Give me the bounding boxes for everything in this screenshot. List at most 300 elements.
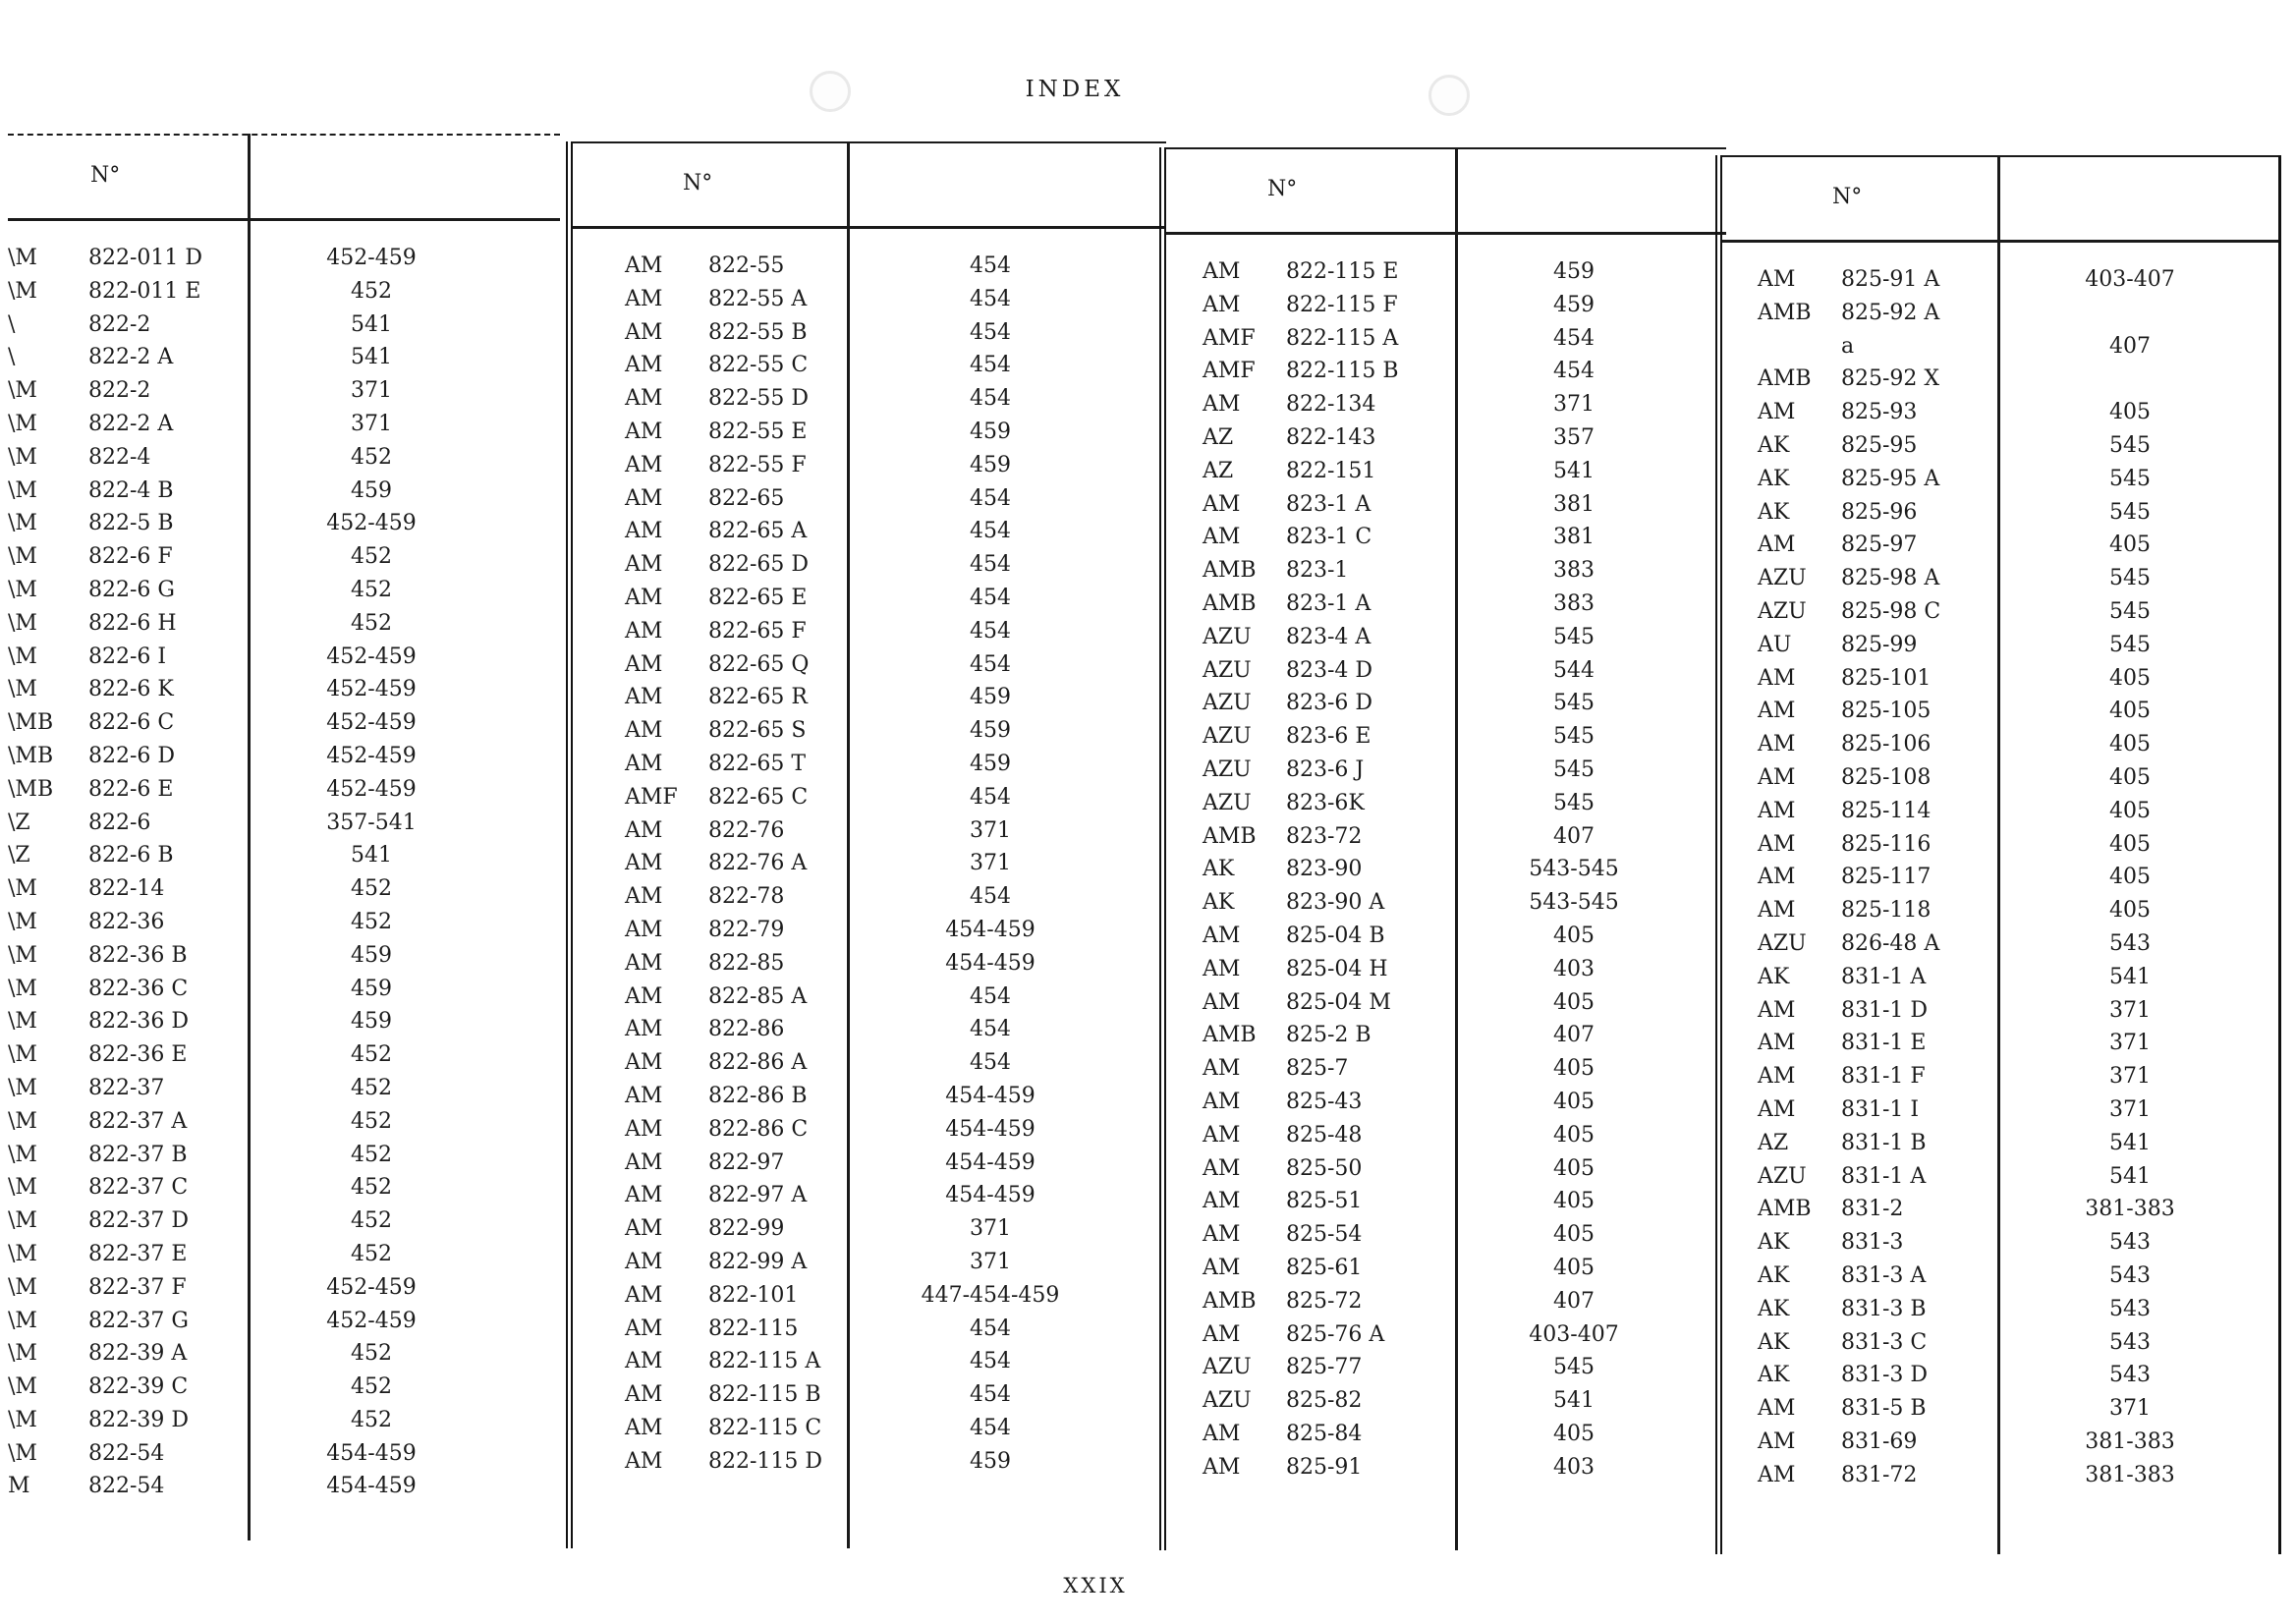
page-title: INDEX xyxy=(1025,77,1125,102)
entry-prefix: AU xyxy=(1758,632,1792,657)
index-entry xyxy=(573,353,1166,386)
entry-number: 822-99 A xyxy=(708,1249,808,1274)
entry-prefix: AM xyxy=(1203,1056,1241,1082)
entry-number: 822-36 E xyxy=(88,1042,188,1068)
entry-number: 822-115 F xyxy=(1286,292,1398,317)
index-entry xyxy=(8,544,560,578)
entry-pages: 454 xyxy=(970,585,1011,610)
entry-pages: 403-407 xyxy=(1529,1321,1619,1347)
entry-pages: 357-541 xyxy=(326,810,417,835)
entry-prefix: AZU xyxy=(1203,691,1252,716)
entry-list xyxy=(573,253,1166,1482)
entry-number: 825-98 A xyxy=(1841,566,1940,591)
entry-number: 825-95 A xyxy=(1841,466,1940,491)
entry-number: 822-37 xyxy=(88,1075,165,1100)
entry-number: 831-69 xyxy=(1841,1428,1918,1454)
entry-number: 822-85 A xyxy=(708,983,808,1009)
entry-number: 823-1 xyxy=(1286,558,1349,584)
entry-pages: 381-383 xyxy=(2085,1197,2175,1222)
index-entry xyxy=(8,1208,560,1242)
entry-number: 822-6 D xyxy=(88,743,176,768)
entry-pages: 381-383 xyxy=(2085,1428,2175,1454)
index-entry xyxy=(1722,1197,2278,1230)
entry-number: 822-37 A xyxy=(88,1108,188,1134)
index-entry xyxy=(1166,957,1726,990)
index-entry xyxy=(573,1349,1166,1382)
entry-number: 825-99 xyxy=(1841,632,1918,657)
entry-prefix: \M xyxy=(8,909,37,934)
entry-prefix: AM xyxy=(1203,491,1241,517)
index-entry xyxy=(573,586,1166,619)
index-entry xyxy=(573,287,1166,320)
index-entry xyxy=(573,1050,1166,1084)
number-column-header: N° xyxy=(683,171,713,196)
index-entry xyxy=(8,811,560,844)
index-entry xyxy=(573,984,1166,1018)
entry-number: 826-48 A xyxy=(1841,930,1940,956)
entry-prefix: AM xyxy=(625,618,663,644)
entry-prefix: AM xyxy=(1758,400,1796,425)
index-entry xyxy=(1722,1230,2278,1263)
entry-prefix: AK xyxy=(1758,1262,1790,1288)
entry-pages: 454 xyxy=(970,253,1011,278)
entry-prefix: AM xyxy=(1758,831,1796,857)
entry-prefix: AK xyxy=(1203,857,1235,882)
index-entry xyxy=(1166,1189,1726,1222)
index-entry xyxy=(1166,558,1726,591)
entry-prefix: \MB xyxy=(8,710,54,736)
entry-pages: 405 xyxy=(1553,1189,1595,1214)
entry-prefix: \M xyxy=(8,976,37,1001)
entry-prefix: AMB xyxy=(1758,300,1812,325)
entry-prefix: AMB xyxy=(1203,1288,1257,1314)
entry-pages: 452-459 xyxy=(326,677,417,702)
index-entry xyxy=(8,1242,560,1275)
entry-prefix: AM xyxy=(1758,1031,1796,1056)
index-entry xyxy=(1166,293,1726,326)
entry-prefix: AM xyxy=(1758,898,1796,924)
entry-pages: 381 xyxy=(1553,491,1595,517)
entry-pages: 407 xyxy=(2109,333,2151,359)
entry-pages: 452 xyxy=(351,1175,392,1201)
entry-number: 822-6 F xyxy=(88,544,173,570)
index-entry xyxy=(573,685,1166,718)
index-entry xyxy=(1166,1123,1726,1156)
entry-pages: 407 xyxy=(1553,1023,1595,1048)
entry-prefix: AM xyxy=(1758,764,1796,790)
entry-number: 822-65 C xyxy=(708,784,809,810)
entry-prefix: AM xyxy=(625,1149,663,1175)
index-entry xyxy=(8,744,560,777)
entry-prefix: AM xyxy=(1203,1421,1241,1446)
entry-number: 825-98 C xyxy=(1841,598,1941,624)
index-entry xyxy=(8,644,560,678)
entry-pages: 452-459 xyxy=(326,246,417,270)
entry-prefix: AM xyxy=(1758,532,1796,558)
index-entry xyxy=(573,453,1166,486)
index-entry xyxy=(573,1382,1166,1416)
entry-pages: 452 xyxy=(351,1374,392,1400)
entry-prefix: \M xyxy=(8,444,37,470)
entry-pages: 403-407 xyxy=(2085,267,2175,292)
entry-number: 825-72 xyxy=(1286,1288,1363,1314)
entry-pages: 452-459 xyxy=(326,644,417,669)
entry-number: 822-76 A xyxy=(708,851,808,876)
entry-number: 822-115 B xyxy=(1286,359,1399,384)
entry-prefix: AM xyxy=(1758,1428,1796,1454)
index-entry xyxy=(1722,965,2278,998)
index-entry xyxy=(1722,267,2278,301)
entry-number: 822-85 xyxy=(708,950,785,976)
entry-prefix: AM xyxy=(1758,1396,1796,1422)
index-entry xyxy=(1722,500,2278,533)
entry-pages: 454-459 xyxy=(326,1440,417,1466)
entry-prefix: \M xyxy=(8,1440,37,1466)
index-entry xyxy=(573,486,1166,520)
index-entry xyxy=(573,1150,1166,1184)
index-entry xyxy=(1722,865,2278,898)
entry-number: 822-65 D xyxy=(708,552,810,578)
index-entry xyxy=(573,1216,1166,1250)
entry-prefix: AM xyxy=(625,983,663,1009)
entry-number: 823-72 xyxy=(1286,823,1363,849)
index-entry xyxy=(8,977,560,1010)
entry-prefix: AMB xyxy=(1758,366,1812,392)
entry-pages: 452-459 xyxy=(326,776,417,802)
punch-hole-left xyxy=(810,71,851,112)
entry-pages: 541 xyxy=(2109,1163,2151,1189)
entry-pages: 383 xyxy=(1553,558,1595,584)
entry-number: 822-86 xyxy=(708,1017,785,1042)
entry-prefix: AM xyxy=(1203,292,1241,317)
entry-number: 825-43 xyxy=(1286,1089,1363,1114)
entry-pages: 459 xyxy=(970,718,1011,744)
entry-number: 822-115 D xyxy=(708,1448,823,1474)
entry-prefix: AM xyxy=(1758,665,1796,691)
entry-prefix: \M xyxy=(8,477,37,503)
index-entry xyxy=(1722,931,2278,965)
index-entry xyxy=(8,312,560,346)
entry-pages: 545 xyxy=(2109,499,2151,525)
entry-prefix: AZU xyxy=(1203,724,1252,750)
entry-prefix: AM xyxy=(625,1050,663,1076)
entry-number: 825-76 A xyxy=(1286,1321,1385,1347)
entry-number: 822-37 D xyxy=(88,1208,190,1234)
index-entry xyxy=(573,1250,1166,1283)
header-rule xyxy=(573,226,1166,229)
index-entry xyxy=(1722,599,2278,633)
entry-pages: 454 xyxy=(970,353,1011,378)
index-entry xyxy=(573,386,1166,420)
entry-pages: 454 xyxy=(970,784,1011,810)
punch-hole-right xyxy=(1428,75,1470,116)
index-entry xyxy=(8,611,560,644)
entry-number: 822-36 C xyxy=(88,976,189,1001)
entry-prefix: AZ xyxy=(1758,1130,1789,1155)
entry-number: 822-37 E xyxy=(88,1241,188,1266)
entry-number: 822-36 B xyxy=(88,942,188,968)
number-column-header: N° xyxy=(1267,177,1298,201)
entry-prefix: AZU xyxy=(1758,1163,1807,1189)
entry-number: 822-101 xyxy=(708,1282,799,1308)
index-entry xyxy=(573,951,1166,984)
index-entry xyxy=(1722,1297,2278,1330)
entry-prefix: AM xyxy=(625,817,663,843)
entry-number: 822-36 xyxy=(88,909,165,934)
index-entry xyxy=(573,1283,1166,1316)
index-entry xyxy=(573,652,1166,686)
entry-prefix: AK xyxy=(1758,1296,1790,1321)
entry-prefix: AK xyxy=(1758,1363,1790,1388)
index-entry xyxy=(1722,832,2278,866)
index-entry xyxy=(573,519,1166,552)
entry-list xyxy=(1166,259,1726,1487)
entry-prefix: \M xyxy=(8,1075,37,1100)
entry-number: 822-115 xyxy=(708,1316,799,1341)
entry-number: 831-3 B xyxy=(1841,1296,1927,1321)
entry-pages: 454-459 xyxy=(945,950,1036,976)
entry-pages: 452 xyxy=(351,1108,392,1134)
entry-number: 831-1 B xyxy=(1841,1130,1927,1155)
index-entry xyxy=(1166,1388,1726,1422)
index-entry xyxy=(1722,366,2278,400)
entry-prefix: AM xyxy=(625,751,663,776)
entry-number: 822-55 B xyxy=(708,319,808,345)
entry-pages: 407 xyxy=(1553,823,1595,849)
entry-prefix: AK xyxy=(1758,1230,1790,1256)
entry-pages: 371 xyxy=(1553,392,1595,418)
entry-pages: 452 xyxy=(351,1341,392,1367)
entry-number: 823-6 D xyxy=(1286,691,1373,716)
top-rule xyxy=(8,134,560,136)
entry-number: 823-6 J xyxy=(1286,756,1365,782)
index-entry xyxy=(8,843,560,876)
entry-pages: 405 xyxy=(1553,923,1595,948)
entry-prefix: AZ xyxy=(1203,458,1234,483)
index-entry xyxy=(573,718,1166,752)
index-entry xyxy=(1722,765,2278,799)
index-entry xyxy=(1166,1422,1726,1455)
entry-pages: 452-459 xyxy=(326,1308,417,1333)
entry-pages: 545 xyxy=(2109,632,2151,657)
entry-number: 822-2 A xyxy=(88,345,174,370)
entry-prefix: \M xyxy=(8,411,37,436)
index-entry xyxy=(1722,666,2278,700)
entry-number: 825-114 xyxy=(1841,798,1932,823)
entry-number: 822-143 xyxy=(1286,424,1376,450)
index-entry xyxy=(1166,1156,1726,1190)
index-entry xyxy=(8,1441,560,1475)
entry-number: 825-106 xyxy=(1841,732,1932,757)
entry-pages: 454 xyxy=(970,1415,1011,1440)
entry-pages: 545 xyxy=(2109,466,2151,491)
entry-number: 822-79 xyxy=(708,917,785,942)
index-entry xyxy=(8,1109,560,1143)
entry-number: 825-2 B xyxy=(1286,1023,1372,1048)
entry-number: 825-77 xyxy=(1286,1355,1363,1380)
entry-prefix: AZU xyxy=(1758,566,1807,591)
entry-pages: 405 xyxy=(2109,665,2151,691)
entry-prefix: \M xyxy=(8,1042,37,1068)
entry-prefix: \MB xyxy=(8,743,54,768)
entry-prefix: AM xyxy=(1758,798,1796,823)
entry-pages: 452-459 xyxy=(326,710,417,736)
entry-prefix: \M xyxy=(8,1142,37,1167)
index-entry xyxy=(8,943,560,977)
entry-pages: 381 xyxy=(1553,525,1595,550)
entry-pages: 545 xyxy=(1553,1355,1595,1380)
index-entry xyxy=(8,345,560,378)
index-entry xyxy=(1722,1263,2278,1297)
entry-pages: 454 xyxy=(1553,359,1595,384)
entry-number: 822-011 D xyxy=(88,246,203,270)
index-entry xyxy=(573,1316,1166,1350)
entry-number: 831-1 E xyxy=(1841,1031,1927,1056)
entry-pages: 545 xyxy=(1553,724,1595,750)
index-entry xyxy=(1722,1031,2278,1064)
index-entry xyxy=(573,918,1166,951)
entry-number: 831-3 xyxy=(1841,1230,1904,1256)
entry-prefix: \M xyxy=(8,544,37,570)
entry-number: 825-54 xyxy=(1286,1222,1363,1248)
top-rule xyxy=(1722,155,2278,157)
entry-number: 825-04 H xyxy=(1286,956,1388,981)
entry-prefix: AM xyxy=(625,386,663,412)
entry-number: 822-6 B xyxy=(88,843,174,868)
entry-prefix: AM xyxy=(625,1382,663,1408)
index-entry xyxy=(1166,791,1726,824)
entry-prefix: AM xyxy=(1203,923,1241,948)
entry-prefix: AMB xyxy=(1758,1197,1812,1222)
entry-number: 822-39 C xyxy=(88,1374,189,1400)
entry-prefix: AK xyxy=(1758,964,1790,989)
entry-number: 822-6 xyxy=(88,810,151,835)
entry-prefix: AM xyxy=(625,1116,663,1142)
entry-number: 822-86 A xyxy=(708,1050,808,1076)
index-entry xyxy=(573,1084,1166,1117)
entry-number: 822-151 xyxy=(1286,458,1376,483)
index-entry xyxy=(8,1474,560,1507)
entry-prefix: AZU xyxy=(1203,1388,1252,1414)
entry-number: 822-6 K xyxy=(88,677,174,702)
entry-prefix: AM xyxy=(625,685,663,710)
entry-prefix: \ xyxy=(8,345,16,370)
index-entry xyxy=(1722,1064,2278,1097)
entry-number: 823-90 xyxy=(1286,857,1363,882)
index-entry xyxy=(573,253,1166,287)
index-entry xyxy=(1166,990,1726,1024)
entry-prefix: AZU xyxy=(1758,930,1807,956)
entry-number: 823-6K xyxy=(1286,790,1365,815)
index-entry xyxy=(573,320,1166,354)
entry-number: 825-04 M xyxy=(1286,989,1391,1015)
entry-prefix: AM xyxy=(625,718,663,744)
entry-pages: 454 xyxy=(970,983,1011,1009)
entry-pages: 545 xyxy=(1553,790,1595,815)
entry-prefix: \Z xyxy=(8,810,30,835)
entry-prefix: AM xyxy=(625,419,663,444)
entry-pages: 405 xyxy=(2109,865,2151,890)
entry-pages: 357 xyxy=(1553,424,1595,450)
entry-prefix: AM xyxy=(1203,1155,1241,1181)
entry-pages: 371 xyxy=(351,411,392,436)
entry-number: 823-1 A xyxy=(1286,491,1372,517)
entry-number: 822-4 xyxy=(88,444,151,470)
entry-pages: 452 xyxy=(351,544,392,570)
index-entry xyxy=(8,1374,560,1408)
entry-number: 822-6 C xyxy=(88,710,175,736)
entry-pages: 459 xyxy=(970,685,1011,710)
entry-prefix: AZ xyxy=(1203,424,1234,450)
index-entry xyxy=(8,677,560,710)
entry-prefix: AM xyxy=(625,1017,663,1042)
entry-number: 825-101 xyxy=(1841,665,1932,691)
index-entry xyxy=(8,412,560,445)
index-entry xyxy=(1166,1056,1726,1090)
entry-number: 822-14 xyxy=(88,876,165,902)
entry-number: 822-65 S xyxy=(708,718,807,744)
entry-prefix: \M xyxy=(8,1175,37,1201)
entry-prefix: AM xyxy=(625,851,663,876)
entry-number: 822-54 xyxy=(88,1440,165,1466)
entry-pages: 454 xyxy=(970,618,1011,644)
entry-prefix: AM xyxy=(625,519,663,544)
entry-pages: 452 xyxy=(351,1075,392,1100)
entry-pages: 371 xyxy=(2109,1064,2151,1090)
index-column-2 xyxy=(566,141,1166,1548)
entry-number: 825-04 B xyxy=(1286,923,1385,948)
entry-prefix: AM xyxy=(625,1415,663,1440)
entry-number: 831-1 I xyxy=(1841,1096,1920,1122)
entry-number: 822-97 A xyxy=(708,1183,808,1208)
index-entry xyxy=(1722,467,2278,500)
entry-prefix: AM xyxy=(1203,259,1241,284)
entry-number: 825-92 A xyxy=(1841,300,1940,325)
entry-prefix: AMB xyxy=(1203,558,1257,584)
entry-pages: 403 xyxy=(1553,1454,1595,1480)
entry-number: 822-4 B xyxy=(88,477,174,503)
index-entry xyxy=(8,1143,560,1176)
entry-pages: 452 xyxy=(351,1241,392,1266)
entry-number: 825-96 xyxy=(1841,499,1918,525)
entry-prefix: AM xyxy=(625,950,663,976)
index-entry xyxy=(573,818,1166,852)
entry-prefix: AM xyxy=(1203,1321,1241,1347)
entry-number: 825-82 xyxy=(1286,1388,1363,1414)
entry-prefix: AK xyxy=(1758,1329,1790,1355)
index-entry xyxy=(8,511,560,544)
entry-prefix: AM xyxy=(625,1316,663,1341)
index-entry xyxy=(1722,1330,2278,1364)
entry-pages: 452 xyxy=(351,1042,392,1068)
index-entry xyxy=(1722,633,2278,666)
index-entry xyxy=(1166,1222,1726,1256)
entry-pages: 543 xyxy=(2109,930,2151,956)
entry-prefix: AM xyxy=(625,1349,663,1374)
entry-prefix: AK xyxy=(1758,432,1790,458)
entry-pages: 452 xyxy=(351,876,392,902)
entry-pages: 545 xyxy=(2109,432,2151,458)
entry-prefix: AMF xyxy=(1203,359,1256,384)
entry-prefix: AM xyxy=(625,651,663,677)
entry-pages: 454 xyxy=(970,884,1011,910)
entry-number: 831-1 A xyxy=(1841,964,1927,989)
index-column-4 xyxy=(1715,155,2281,1554)
index-entry xyxy=(1166,525,1726,558)
index-entry xyxy=(1722,1429,2278,1463)
entry-pages: 543 xyxy=(2109,1230,2151,1256)
entry-pages: 454-459 xyxy=(945,1116,1036,1142)
